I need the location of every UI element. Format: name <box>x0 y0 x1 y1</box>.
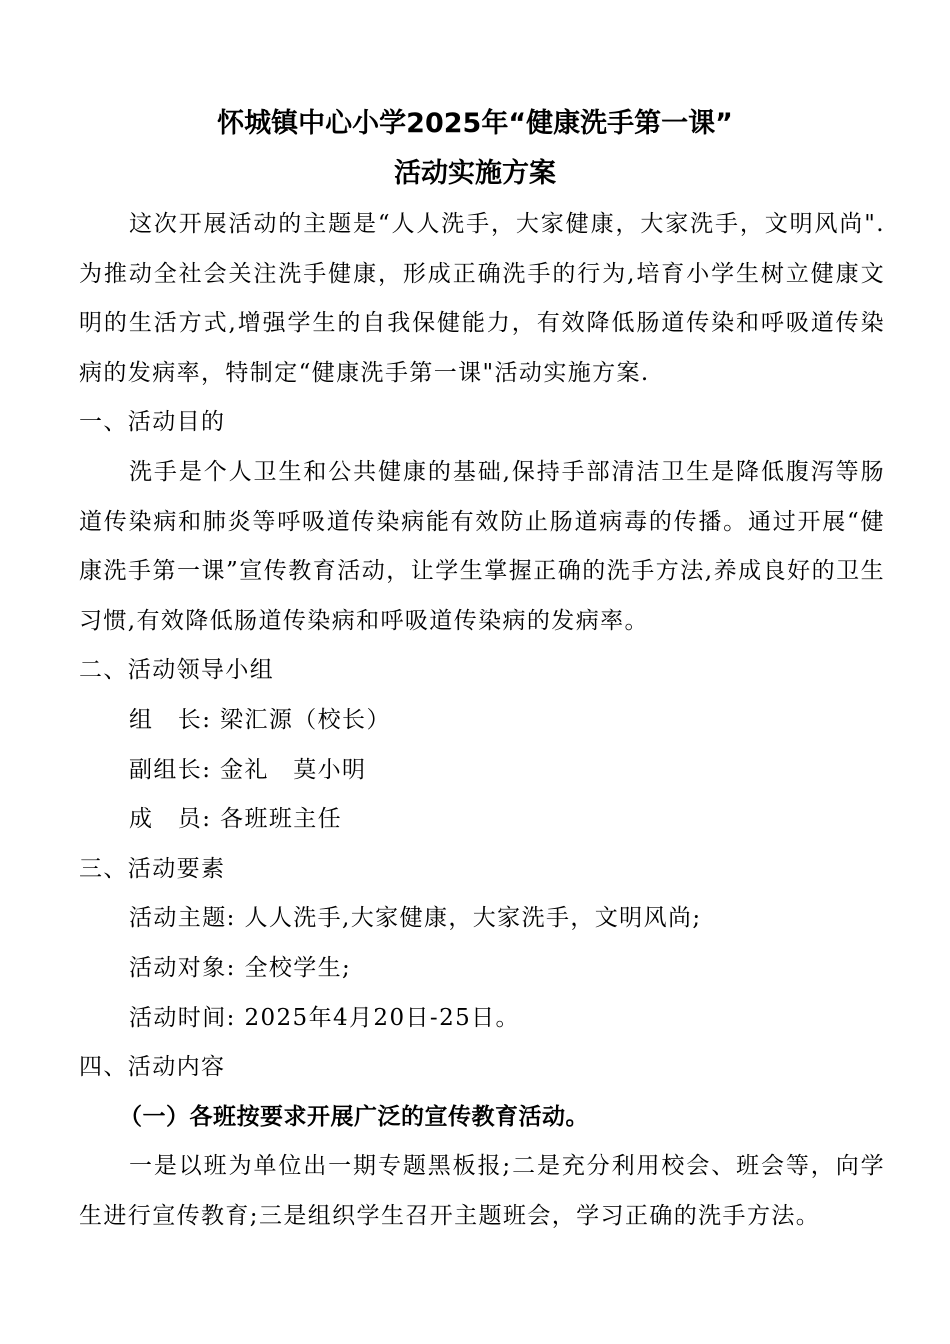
document-body <box>79 200 885 1241</box>
section-heading-content: 四、活动内容 <box>79 1054 226 1081</box>
document-title-line1: 怀城镇中心小学2025年“健康洗手第一课” <box>217 108 733 139</box>
vice-leader-line: 副组长: 金礼 莫小明 <box>129 756 367 783</box>
intro-paragraph: 这次开展活动的主题是“人人洗手，大家健康，大家洗手，文明风尚".为推动全社会关注洗手健康，形成正确洗手的行为,培育小学生树立健康文明的生活方式,增强学生的自我保健能力，有效降低肠道传染和呼吸道传染病的发病率，特制定“健康洗手第一课"活动实施方案. <box>79 211 885 386</box>
document-title-line2: 活动实施方案 <box>394 158 556 189</box>
section-heading-elements: 三、活动要素 <box>79 855 226 882</box>
publicity-paragraph: 一是以班为单位出一期专题黑板报;二是充分利用校会、班会等，向学生进行宣传教育;三是组织学生召开主题班会，学习正确的洗手方法。 <box>79 1153 885 1229</box>
section-heading-purpose: 一、活动目的 <box>79 409 226 436</box>
members-line: 成 员: 各班班主任 <box>129 806 343 833</box>
leader-line: 组 长: 梁汇源（校长） <box>129 706 391 733</box>
subsection-heading-publicity: （一）各班按要求开展广泛的宣传教育活动。 <box>119 1103 589 1130</box>
purpose-paragraph: 洗手是个人卫生和公共健康的基础,保持手部清洁卫生是降低腹泻等肠道传染病和肺炎等呼吸道传染病能有效防止肠道病毒的传播。通过开展“健康洗手第一课”宣传教育活动，让学生掌握正确的洗手方法,养成良好的卫生习惯,有效降低肠道传染病和呼吸道传染病的发病率。 <box>79 458 885 634</box>
section-heading-leadership: 二、活动领导小组 <box>79 657 275 684</box>
time-line: 活动时间: 2025年4月20日-25日。 <box>129 1004 520 1031</box>
theme-line: 活动主题: 人人洗手,大家健康，大家洗手，文明风尚; <box>129 905 702 932</box>
target-line: 活动对象: 全校学生; <box>129 954 352 981</box>
